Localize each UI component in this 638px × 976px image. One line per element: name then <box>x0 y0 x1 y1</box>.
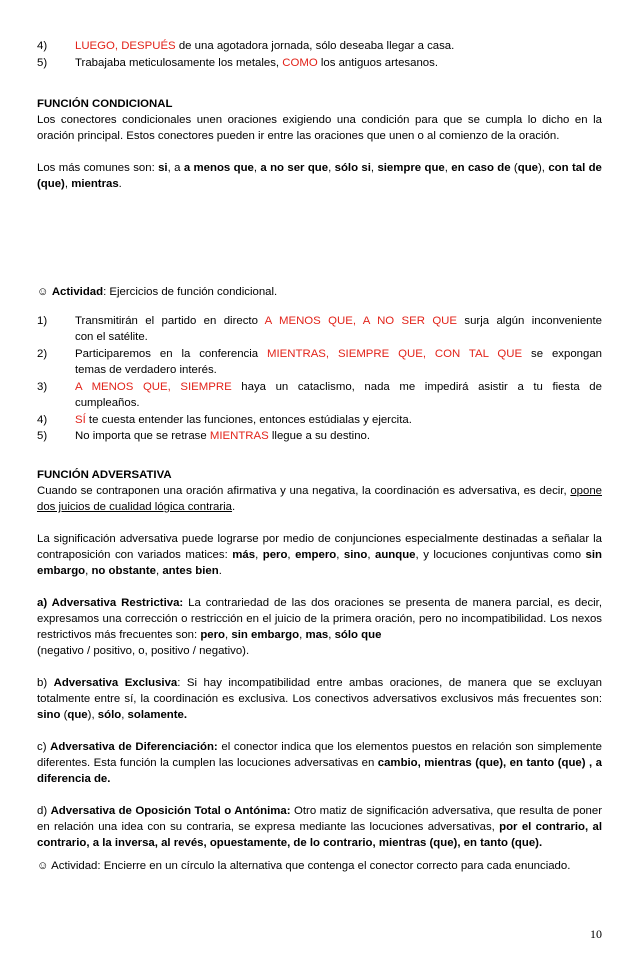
paragraph-diferenciacion: c) Adversativa de Diferenciación: el conector indica que los elementos puestos en relación son simplemente diferentes. Esta función la cumplen las locuciones adversativas en cambio, mientras (que), en tanto (que) , a diferencia de. <box>37 741 603 785</box>
list-item: 3) A MENOS QUE, SIEMPRE haya un cataclismo, nada me impedirá asistir a tu fiesta de cumpleaños. <box>37 381 602 409</box>
list-item: 4) SÍ te cuesta entender las funciones, entonces estúdialas y ejercita. <box>37 414 412 426</box>
item-number: 5) <box>37 57 48 69</box>
common-connectors: Los más comunes son: si, a a menos que, a no ser que, sólo si, siempre que, en caso de (que), con tal de (que), mientras. <box>37 162 602 190</box>
list-item: 4) LUEGO, DESPUÉS de una agotadora jornada, sólo deseaba llegar a casa. <box>37 40 455 52</box>
paragraph: Los conectores condicionales unen oraciones exigiendo una condición para que se cumpla lo dicho en la oración principal. Estos conectores pueden ir entre las oraciones que unen o al comienzo de la oración. <box>37 114 602 142</box>
list-item: 5) Trabajaba meticulosamente los metales, COMO los antiguos artesanos. <box>37 57 438 69</box>
list-item: 1) Transmitirán el partido en directo A MENOS QUE, A NO SER QUE surja algún inconveniente con el satélite. <box>37 315 602 343</box>
paragraph: Cuando se contraponen una oración afirmativa y una negativa, la coordinación es adversativa, es decir, opone dos juicios de cualidad lógica contraria. <box>37 485 602 513</box>
list-item: 5) No importa que se retrase MIENTRAS llegue a su destino. <box>37 430 371 442</box>
section-condicional <box>37 96 602 192</box>
list-item: 2) Participaremos en la conferencia MIENTRAS, SIEMPRE QUE, CON TAL QUE se expongan temas de verdadero interés. <box>37 348 603 376</box>
activity-heading: ☺ Actividad: Encierre en un círculo la alternativa que contenga el conector correcto para cada enunciado. <box>37 860 571 872</box>
connector-answer: COMO <box>282 57 318 69</box>
item-number: 4) <box>37 40 48 52</box>
paragraph-exclusiva: b) Adversativa Exclusiva: Si hay incompatibilidad entre ambas oraciones, de manera que se excluyan totalmente entre sí, la coordinación es exclusiva. Los conectivos adversativos exclusivos más frecuentes son: sino (que), sólo, solamente. <box>37 677 602 721</box>
section-title: FUNCIÓN ADVERSATIVA <box>37 469 172 481</box>
smiley-icon: ☺ <box>37 860 49 872</box>
section-title: FUNCIÓN CONDICIONAL <box>37 98 173 110</box>
smiley-icon: ☺ <box>37 286 49 298</box>
paragraph: La significación adversativa puede lograrse por medio de conjunciones especialmente destinadas a señalar la contraposición con variados matices: más, pero, empero, sino, aunque, y locuciones conjuntivas como sin embargo, no obstante, antes bien. <box>37 533 602 577</box>
activity-heading: ☺ Actividad: Ejercicios de función condicional. <box>37 286 278 298</box>
page-number: 10 <box>590 927 602 941</box>
paragraph-restrictiva: a) Adversativa Restrictiva: La contrariedad de las dos oraciones se presenta de manera parcial, es decir, expresamos una corrección o restricción en el juicio de la primera oración, pero no incompatibilidad. Los nexos restrictivos más frecuentes son: pero, sin embargo, mas, sólo que (negativo / positivo, o, positivo / negativo). <box>37 597 602 657</box>
paragraph-oposicion: d) Adversativa de Oposición Total o Antónima: Otro matiz de significación adversativa, que resulta de poner en relación una idea con su contraria, se expresa mediante las locuciones adversativas, por el contrario, al contrario, a la inversa, al revés, opuestamente, de lo contrario, mientras (que), en tanto (que). <box>37 805 603 849</box>
section-adversativa <box>37 467 602 851</box>
connector-answer: LUEGO, DESPUÉS <box>75 40 176 52</box>
